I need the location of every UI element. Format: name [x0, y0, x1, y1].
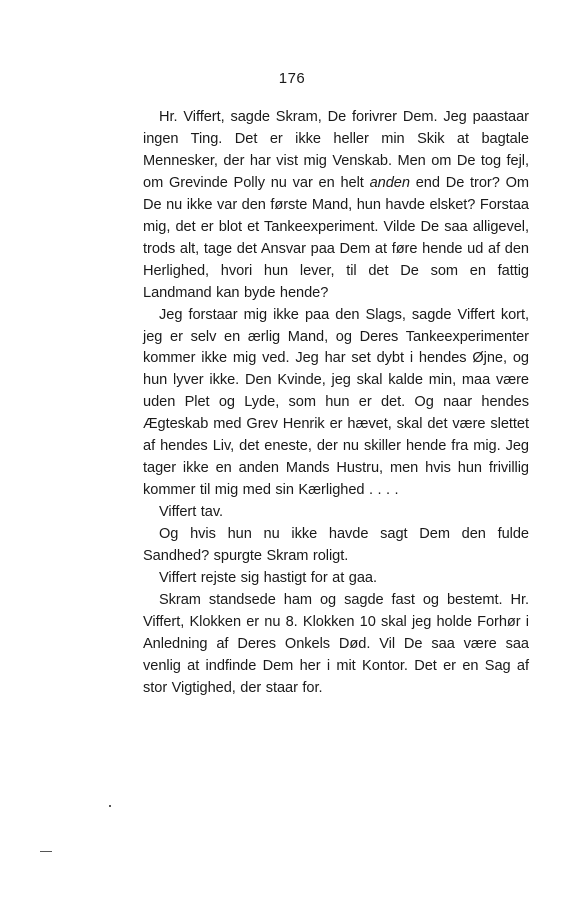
paragraph [143, 107, 529, 305]
paragraph [143, 305, 529, 503]
body-text [143, 107, 529, 700]
paragraph-text: Viffert tav. [159, 504, 223, 521]
paragraph-text: Jeg forstaar mig ikke paa den Slags, sagde Viffert kort, jeg er selv en ærlig Mand, og Deres Tankeexperimenter kommer ikke mig ved. Jeg har set dybt i hendes Øjne, og hun lyver ikke. Den Kvinde, jeg skal kalde min, maa være uden Plet og Lyde, som hun er det. Og naar hendes Ægteskab med Grev Henrik er hævet, skal det være slettet af hendes Liv, det eneste, der nu skiller hende fra mig. Jeg tager ikke en anden Mands Hustru, men hvis hun frivillig kommer til mig med sin Kærlighed . . . . [143, 306, 529, 499]
paragraph-text: Og hvis hun nu ikke havde sagt Dem den fulde Sandhed? spurgte Skram roligt. [143, 526, 529, 565]
paragraph-text: end De tror? Om De nu ikke var den første Mand, hun havde elsket? Forstaa mig, det er blot et Tankeexperiment. Vilde De saa alligevel, trods alt, tage det Ansvar paa Dem at føre hende ud af den Herlighed, hvori hun lever, til det De som en fattig Landmand kan byde hende? [143, 174, 529, 301]
emphasis-text: anden [369, 174, 410, 191]
scan-speck [109, 805, 111, 807]
paragraph [143, 590, 529, 700]
paragraph [143, 524, 529, 568]
paragraph [143, 502, 529, 524]
paragraph-text: Hr. Viffert, sagde Skram, De forivrer Dem. Jeg paastaar ingen Ting. Det er ikke heller min Skik at bagtale Mennesker, der har vist mig Venskab. Men om De tog fejl, om Grevinde Polly nu var en helt [143, 109, 529, 191]
paragraph-text: Viffert rejste sig hastigt for at gaa. [159, 570, 377, 587]
paragraph-text: Skram standsede ham og sagde fast og bestemt. Hr. Viffert, Klokken er nu 8. Klokken 10 skal jeg holde Forhør i Anledning af Deres Onkels Død. Vil De saa være saa venlig at indfinde Dem her i mit Kontor. Det er en Sag af stor Vigtighed, der staar for. [143, 591, 529, 696]
page-number: 176 [278, 70, 306, 87]
scan-mark [40, 851, 52, 852]
paragraph [143, 568, 529, 590]
